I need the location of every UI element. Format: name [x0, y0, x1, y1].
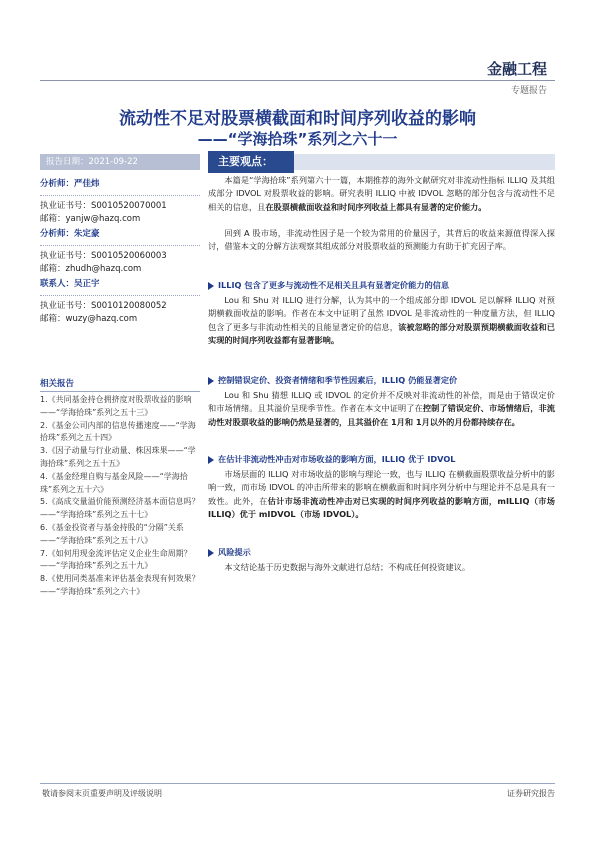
- analyst-cert: 执业证书号：S0010520060003: [40, 251, 167, 261]
- footer-divider: [40, 783, 555, 784]
- report-subtitle: ——“学海拾珠”系列之六十一: [197, 130, 398, 148]
- triangle-bullet-icon: [208, 282, 214, 290]
- intro-bold-text: 在股票横截面收益和时间序列收益上都具有显著的定价能力。: [265, 201, 487, 212]
- risk-heading: [208, 547, 555, 558]
- section-heading-text: ILLIQ 包含了更多与流动性不足相关且具有显著定价能力的信息: [218, 280, 450, 290]
- section-bold-text: 控制了错误定价、市场情绪后，非流动性对股票收益的影响仍然是显著的，且其溢价在 1月和 1月以外的月份都持续存在。: [208, 403, 555, 427]
- section-heading-1: [208, 280, 555, 291]
- section-text: Lou 和 Shu 对 ILLIQ 进行分解，认为其中的一个组成部分即 IDVOL 足以解释 ILLIQ 对预期横截面收益的影响。作者在本文中证明了虽然 IDVOL 是非流动性的一种度量方法，但 ILLIQ 包含了更多与非流动性相关的且能显著定价的信息，: [208, 295, 555, 332]
- related-report-item[interactable]: 4.《基金经理自购与基金风险——“学海拾珠”系列之五十六》: [40, 471, 188, 494]
- related-divider: [40, 391, 200, 392]
- section-heading-3: [208, 454, 555, 465]
- section-bold-text: 该被忽略的部分对股票预期横截面收益和已实现的时间序列收益都有显著影响。: [208, 321, 555, 345]
- risk-text: 本文结论基于历史数据与海外文献进行总结；不构成任何投资建议。: [224, 562, 471, 572]
- report-subcategory: 专题报告: [510, 86, 547, 96]
- intro-paragraph-1: [208, 174, 555, 214]
- section-text: 市场层面的 ILLIQ 对市场收益的影响与理论一致，也与 ILLIQ 在横截面股票收益分析中的影响一致，而市场 IDVOL 的冲击所带来的影响在横截面和时间序列分析中与理论并不总是具有一致性。此外，在: [208, 469, 555, 506]
- divider: [40, 294, 200, 296]
- divider: [40, 244, 200, 246]
- related-report-item[interactable]: 3.《因子动量与行业动量、株因珠果——“学海拾珠”系列之五十五》: [40, 446, 196, 468]
- divider: [40, 194, 200, 196]
- analyst-block-2: [40, 228, 200, 276]
- contact-email[interactable]: 邮箱：wuzy@hazq.com: [40, 314, 138, 324]
- contact-name: 联系人：吴正宇: [40, 279, 100, 289]
- analyst-name: 分析师：严佳炜: [40, 179, 100, 189]
- triangle-bullet-icon: [208, 377, 214, 385]
- intro-text: 本篇是“学海拾珠”系列第六十一篇，本期推荐的海外文献研究对非流动性指标 ILLIQ 及其组成部分 IDVOL 对股票收益的影响。研究表明 ILLIQ 中被 IDVOL 忽略的部分包含与流动性不足相关的信息，且: [208, 175, 555, 212]
- report-title: 流动性不足对股票横截面和时间序列收益的影响: [119, 109, 476, 129]
- related-reports-list: [40, 394, 200, 599]
- section-body-3: [208, 468, 555, 521]
- section-body-2: [208, 389, 555, 429]
- header-divider: [40, 80, 555, 81]
- section-bold-text: 估计市场非流动性冲击对已实现的时间序列收益的影响方面，mILLIQ（市场 ILLIQ）优于 mIDVOL（市场 IDVOL）。: [208, 495, 555, 519]
- section-heading-2: [208, 375, 555, 386]
- related-report-item[interactable]: 2.《基金公司内部的信息传播速度——“学海拾珠”系列之五十四》: [40, 420, 196, 443]
- intro-paragraph-2: 回到 A 股市场，非流动性因子是一个较为常用的价量因子，其背后的收益来源值得深入探讨，借鉴本文的分解方法观察其组成部分对股票收益的预测能力有助于扩充因子库。: [208, 228, 555, 252]
- footer-disclaimer: 敬请参阅末页重要声明及评级说明: [42, 789, 162, 798]
- key-points-label: 主要观点：: [208, 151, 294, 173]
- section-text: Lou 和 Shu 猜想 ILLIQ 或 IDVOL 的定价并不反映对非流动性的补偿，而是由于错误定价和市场情绪。且其溢价呈现季节性。作者在本文中证明了在: [208, 390, 555, 414]
- analyst-block-1: [40, 178, 200, 226]
- risk-heading-text: 风险提示: [218, 547, 251, 557]
- analyst-name: 分析师：朱定豪: [40, 229, 100, 239]
- triangle-bullet-icon: [208, 549, 214, 557]
- analyst-cert: 执业证书号：S0010520070001: [40, 201, 167, 211]
- section-heading-text: 控制错误定价、投资者情绪和季节性因素后，ILLIQ 仍能显著定价: [218, 375, 458, 385]
- related-report-item[interactable]: 8.《使用同类基准来评估基金表现有何效果？——“学海拾珠”系列之六十》: [40, 574, 200, 596]
- triangle-bullet-icon: [208, 456, 214, 464]
- report-category: 金融工程: [486, 60, 547, 78]
- footer-label: 证券研究报告: [507, 789, 555, 798]
- section-heading-text: 在估计非流动性冲击对市场收益的影响方面，ILLIQ 优于 IDVOL: [218, 454, 456, 464]
- contact-cert: 执业证书号：S0010120080052: [40, 301, 167, 311]
- analyst-email[interactable]: 邮箱：yanjw@hazq.com: [40, 214, 141, 224]
- section-body-1: [208, 294, 555, 347]
- related-report-item[interactable]: 5.《高成交量溢价能预测经济基本面信息吗？——“学海拾珠”系列之五十七》: [40, 497, 200, 520]
- contact-block: [40, 278, 200, 326]
- related-reports-heading: 相关报告: [40, 379, 75, 389]
- report-date: 报告日期：2021-09-22: [40, 154, 200, 170]
- analyst-email[interactable]: 邮箱：zhudh@hazq.com: [40, 264, 142, 274]
- related-report-item[interactable]: 1.《共同基金持仓拥挤度对股票收益的影响——“学海拾珠”系列之五十三》: [40, 395, 192, 417]
- related-report-item[interactable]: 7.《如何用现金流评估定义企业生命周期？——“学海拾珠”系列之五十九》: [40, 548, 192, 571]
- related-report-item[interactable]: 6.《基金投资者与基金持股的“分隔”关系——“学海拾珠”系列之五十八》: [40, 522, 184, 545]
